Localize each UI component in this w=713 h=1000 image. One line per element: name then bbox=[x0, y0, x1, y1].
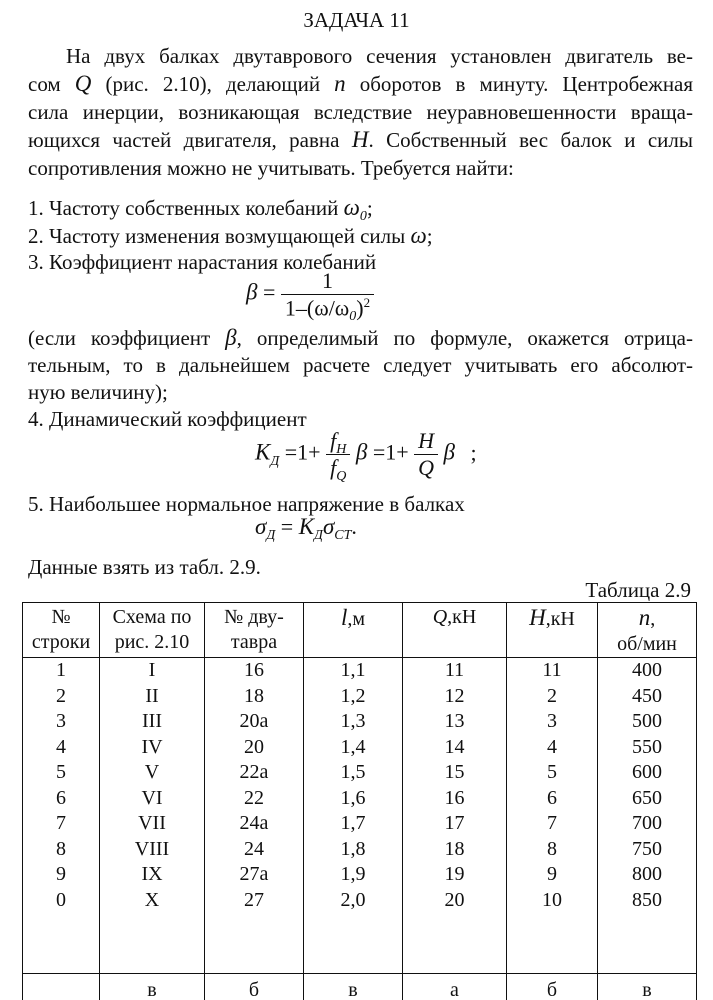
table-header-row bbox=[23, 603, 697, 658]
cell: 16 bbox=[205, 658, 304, 684]
footer-cell: в bbox=[304, 974, 403, 1000]
item-2 bbox=[28, 224, 693, 248]
cell: VII bbox=[100, 811, 205, 837]
table-row bbox=[23, 709, 697, 735]
table-footer-row bbox=[23, 974, 697, 1000]
numerator: H bbox=[418, 428, 435, 453]
symbol-K: K bbox=[255, 439, 271, 465]
symbol-f: f bbox=[330, 428, 337, 453]
header-beam-number: № дву- тавра bbox=[205, 603, 304, 658]
numerator: 1 bbox=[322, 268, 333, 293]
text: 1–(ω/ω bbox=[284, 295, 350, 321]
table-caption: Таблица 2.9 bbox=[585, 578, 691, 602]
subscript: H bbox=[336, 442, 347, 457]
cell: 500 bbox=[598, 709, 697, 735]
text: , определимый по формуле, окажется отрица- bbox=[236, 326, 693, 350]
cell: 8 bbox=[23, 837, 100, 863]
cell: 1,2 bbox=[304, 684, 403, 710]
text: оборотов в минуту. Центробежная bbox=[359, 72, 694, 96]
footer-cell: б bbox=[507, 974, 598, 1000]
cell: 24 bbox=[205, 837, 304, 863]
note-line-2: тельным, то в дальнейшем расчете следует учитывать его абсолют- bbox=[28, 353, 693, 377]
text: . bbox=[351, 514, 357, 539]
cell: 550 bbox=[598, 735, 697, 761]
numerator bbox=[326, 428, 350, 457]
cell: 1,1 bbox=[304, 658, 403, 684]
symbol-sigma: σ bbox=[322, 514, 335, 539]
cell: 15 bbox=[403, 760, 507, 786]
table-row bbox=[23, 786, 697, 812]
text: =1+ bbox=[372, 439, 409, 465]
item-1 bbox=[28, 196, 693, 224]
denominator: Q bbox=[414, 454, 438, 481]
cell: 7 bbox=[23, 811, 100, 837]
cell: X bbox=[100, 888, 205, 914]
text: =1+ bbox=[284, 439, 321, 465]
cell: 0 bbox=[23, 888, 100, 914]
cell: 1,3 bbox=[304, 709, 403, 735]
symbol-beta: β bbox=[246, 279, 258, 305]
cell: 27 bbox=[205, 888, 304, 914]
denominator bbox=[326, 454, 350, 484]
cell: 1,8 bbox=[304, 837, 403, 863]
cell: 7 bbox=[507, 811, 598, 837]
cell: 17 bbox=[403, 811, 507, 837]
header-weight-Q: Q,кН bbox=[403, 603, 507, 658]
cell: 5 bbox=[23, 760, 100, 786]
cell: IV bbox=[100, 735, 205, 761]
symbol-beta: β bbox=[443, 439, 455, 465]
table-row bbox=[23, 811, 697, 837]
note-line-3: ную величину); bbox=[28, 380, 168, 404]
cell: 16 bbox=[403, 786, 507, 812]
cell: 700 bbox=[598, 811, 697, 837]
cell: 750 bbox=[598, 837, 697, 863]
symbol-n: n bbox=[334, 71, 346, 96]
text: ющихся частей двигателя, равна bbox=[28, 128, 340, 152]
table-row bbox=[23, 837, 697, 863]
cell: 2,0 bbox=[304, 888, 403, 914]
cell: 8 bbox=[507, 837, 598, 863]
cell: VI bbox=[100, 786, 205, 812]
table-row bbox=[23, 888, 697, 914]
cell: 400 bbox=[598, 658, 697, 684]
intro-line-4 bbox=[28, 128, 693, 152]
cell: 4 bbox=[507, 735, 598, 761]
intro-line-3: сила инерции, возникающая вследствие неуравновешенности враща- bbox=[28, 100, 693, 124]
text: 1. Частоту собственных колебаний bbox=[28, 196, 339, 220]
data-note: Данные взять из табл. 2.9. bbox=[28, 555, 261, 579]
subscript: СТ bbox=[334, 528, 352, 543]
cell: 1,5 bbox=[304, 760, 403, 786]
cell: 5 bbox=[507, 760, 598, 786]
cell: 10 bbox=[507, 888, 598, 914]
cell: 800 bbox=[598, 862, 697, 888]
fraction bbox=[414, 428, 438, 481]
subscript: Д bbox=[314, 528, 323, 543]
table-row bbox=[23, 735, 697, 761]
symbol-omega: ω bbox=[410, 223, 427, 248]
data-table bbox=[22, 602, 697, 1000]
footer-cell: а bbox=[403, 974, 507, 1000]
footer-cell bbox=[23, 974, 100, 1000]
text: ; bbox=[366, 196, 373, 220]
header-length: l,м bbox=[304, 603, 403, 658]
fraction bbox=[326, 428, 350, 484]
cell: 1,9 bbox=[304, 862, 403, 888]
superscript: 2 bbox=[363, 295, 371, 310]
intro-line-2 bbox=[28, 72, 693, 96]
cell: III bbox=[100, 709, 205, 735]
item-3: 3. Коэффициент нарастания колебаний bbox=[28, 250, 377, 274]
text: ; bbox=[426, 224, 433, 248]
text: (если коэффициент bbox=[28, 326, 211, 350]
cell: 1,4 bbox=[304, 735, 403, 761]
cell: 19 bbox=[403, 862, 507, 888]
page-title: ЗАДАЧА 11 bbox=[303, 8, 410, 32]
cell: 9 bbox=[507, 862, 598, 888]
equals: = bbox=[262, 279, 276, 305]
cell: 850 bbox=[598, 888, 697, 914]
header-rpm: n, об/мин bbox=[598, 603, 697, 658]
cell: 1,6 bbox=[304, 786, 403, 812]
cell: 14 bbox=[403, 735, 507, 761]
symbol-beta: β bbox=[355, 439, 368, 465]
cell: 450 bbox=[598, 684, 697, 710]
footer-cell: б bbox=[205, 974, 304, 1000]
formula-sigma bbox=[255, 514, 357, 543]
cell: 2 bbox=[23, 684, 100, 710]
text: (рис. 2.10), делающий bbox=[105, 72, 321, 96]
cell: II bbox=[100, 684, 205, 710]
cell: 22 bbox=[205, 786, 304, 812]
subscript: 0 bbox=[349, 309, 357, 325]
table-row bbox=[23, 862, 697, 888]
cell: 20 bbox=[205, 735, 304, 761]
table-spacer-row bbox=[23, 913, 697, 974]
symbol-sigma: σ bbox=[255, 514, 267, 539]
formula-beta bbox=[246, 268, 374, 325]
subscript: Д bbox=[270, 453, 280, 469]
intro-line-5: сопротивления можно не учитывать. Требуется найти: bbox=[28, 156, 514, 180]
cell: 18 bbox=[205, 684, 304, 710]
cell: 1 bbox=[23, 658, 100, 684]
intro-line-1: На двух балках двутаврового сечения установлен двигатель ве- bbox=[66, 44, 693, 68]
cell: 22а bbox=[205, 760, 304, 786]
text: сом bbox=[28, 72, 61, 96]
cell: V bbox=[100, 760, 205, 786]
text: . Собственный вес балок и силы bbox=[368, 128, 694, 152]
table-row bbox=[23, 760, 697, 786]
footer-cell: в bbox=[100, 974, 205, 1000]
symbol-K: K bbox=[298, 514, 315, 539]
cell: 20 bbox=[403, 888, 507, 914]
item-4: 4. Динамический коэффициент bbox=[28, 407, 307, 431]
cell: 13 bbox=[403, 709, 507, 735]
symbol-Q: Q bbox=[74, 71, 92, 96]
cell: 6 bbox=[23, 786, 100, 812]
cell: VIII bbox=[100, 837, 205, 863]
cell: 3 bbox=[507, 709, 598, 735]
cell: 4 bbox=[23, 735, 100, 761]
header-scheme: Схема по рис. 2.10 bbox=[100, 603, 205, 658]
subscript: Q bbox=[336, 469, 347, 484]
cell: I bbox=[100, 658, 205, 684]
cell: 9 bbox=[23, 862, 100, 888]
text: ; bbox=[470, 439, 477, 465]
cell: 11 bbox=[507, 658, 598, 684]
cell: 2 bbox=[507, 684, 598, 710]
footer-cell: в bbox=[598, 974, 697, 1000]
symbol-omega: ω bbox=[343, 195, 360, 220]
subscript: 0 bbox=[359, 209, 367, 224]
header-row-number: № строки bbox=[23, 603, 100, 658]
text: ) bbox=[356, 295, 364, 321]
symbol-H: H bbox=[351, 127, 369, 152]
cell: IX bbox=[100, 862, 205, 888]
cell: 600 bbox=[598, 760, 697, 786]
header-force-H: H,кН bbox=[507, 603, 598, 658]
cell: 12 bbox=[403, 684, 507, 710]
cell: 27а bbox=[205, 862, 304, 888]
equals: = bbox=[280, 514, 294, 539]
symbol-f: f bbox=[330, 455, 337, 480]
cell: 6 bbox=[507, 786, 598, 812]
text: 2. Частоту изменения возмущающей силы bbox=[28, 224, 406, 248]
subscript: Д bbox=[266, 528, 276, 543]
table-row bbox=[23, 658, 697, 684]
cell: 1,7 bbox=[304, 811, 403, 837]
cell: 11 bbox=[403, 658, 507, 684]
denominator bbox=[281, 294, 374, 325]
cell: 24а bbox=[205, 811, 304, 837]
fraction bbox=[281, 268, 374, 325]
table-row bbox=[23, 684, 697, 710]
cell: 3 bbox=[23, 709, 100, 735]
symbol-beta: β bbox=[225, 325, 237, 350]
note-line-1 bbox=[28, 326, 693, 350]
formula-kd bbox=[255, 428, 477, 484]
cell: 650 bbox=[598, 786, 697, 812]
item-5: 5. Наибольшее нормальное напряжение в балках bbox=[28, 492, 465, 516]
cell: 18 bbox=[403, 837, 507, 863]
cell: 20а bbox=[205, 709, 304, 735]
